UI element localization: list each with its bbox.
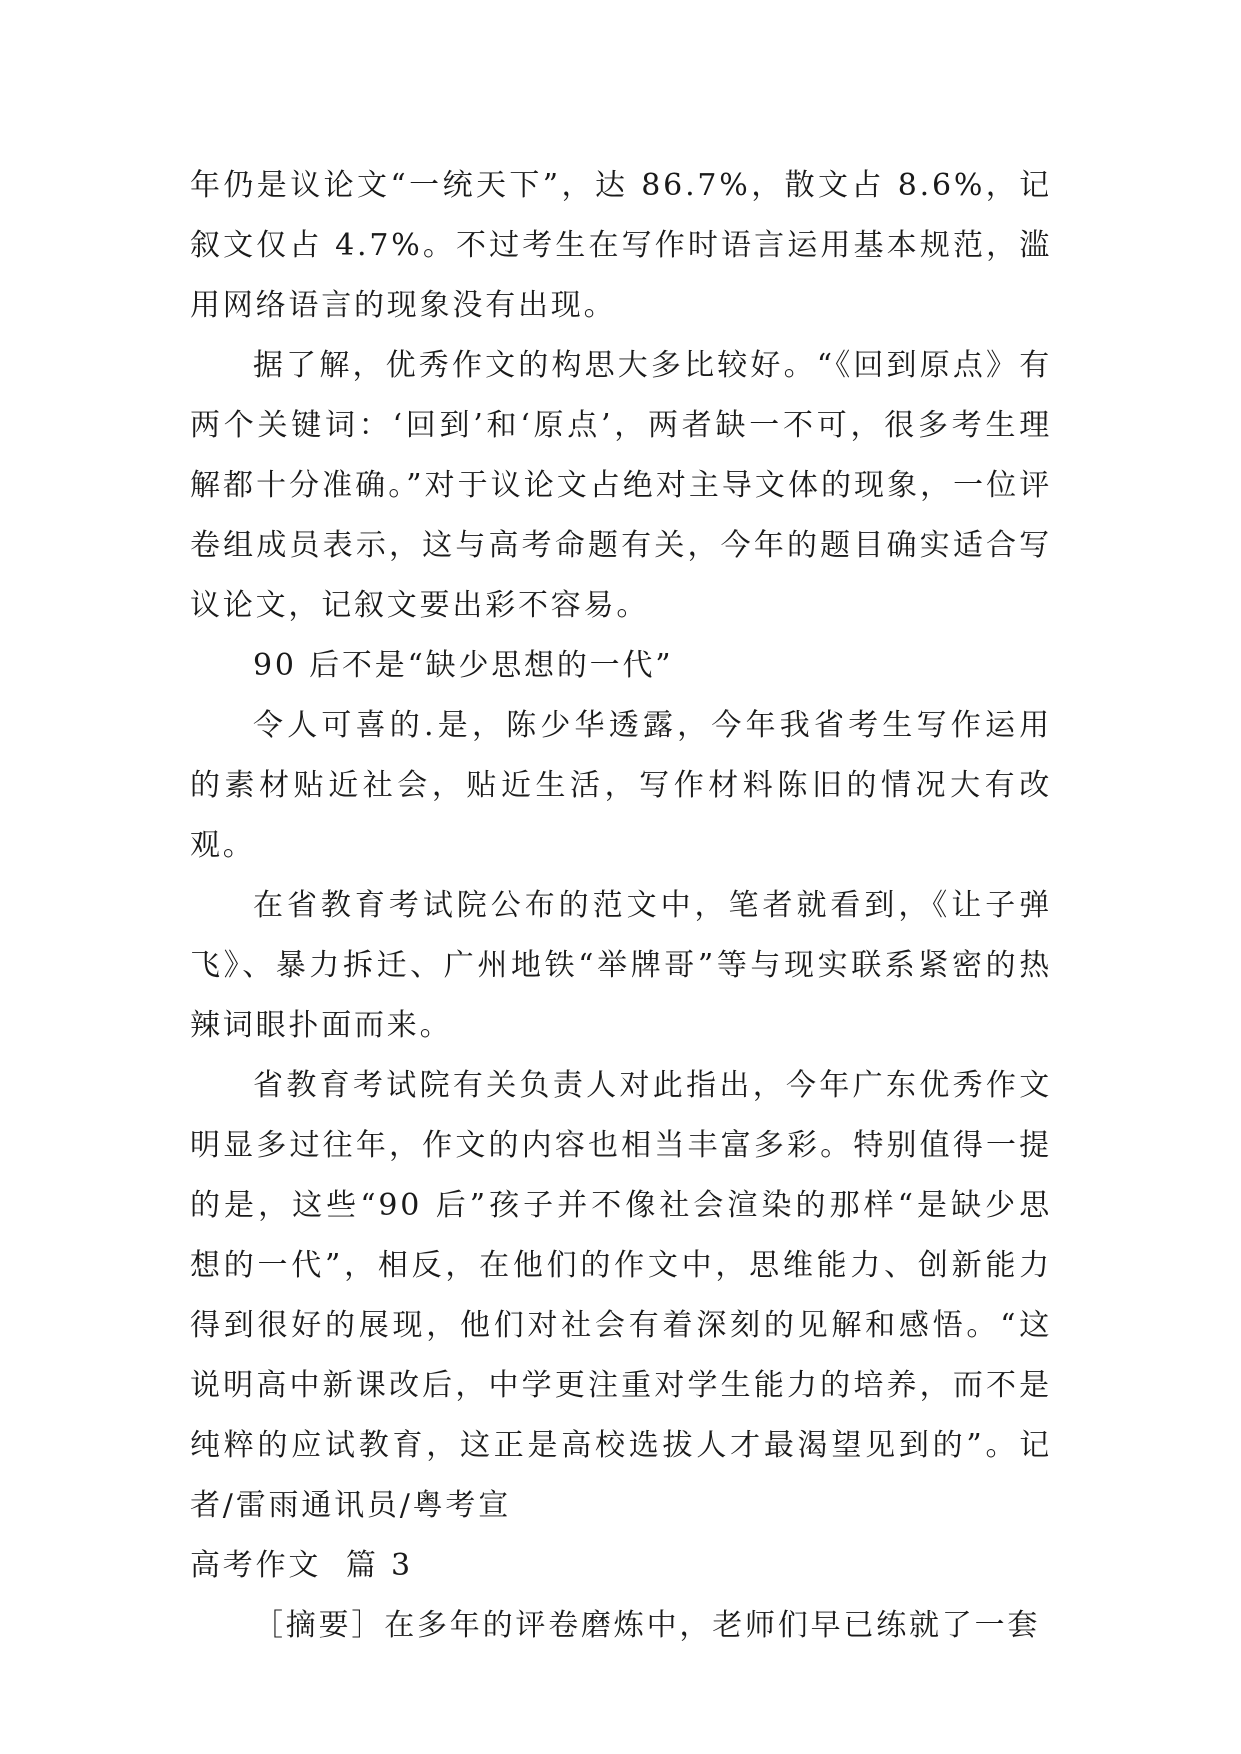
paragraph-official-comment: 省教育考试院有关负责人对此指出，今年广东优秀作文明显多过往年，作文的内容也相当丰富多彩。特别值得一提的是，这些“90 后”孩子并不像社会渲染的那样“是缺少思想的一代”，相反，在他们的作文中，思维能力、创新能力得到很好的展现，他们对社会有着深刻的见解和感悟。“这说明高中新课改后，中学更注重对学生能力的培养，而不是纯粹的应试教育，这正是高校选拔人才最渴望见到的”。记者/雷雨通讯员/粤考宣 <box>190 1068 1052 1523</box>
section-heading-90s: 90 后不是“缺少思想的一代” <box>253 648 674 683</box>
article-title-part3: 高考作文 篇 3 <box>190 1548 413 1583</box>
paragraph-abstract: ［摘要］在多年的评卷磨炼中，老师们早已练就了一套 <box>253 1608 1041 1643</box>
paragraph-sample-essays: 在省教育考试院公布的范文中，笔者就看到，《让子弹飞》、暴力拆迁、广州地铁“举牌哥”等与现实联系紧密的热辣词眼扑面而来。 <box>190 888 1052 1043</box>
document-body <box>190 156 1052 1656</box>
paragraph-intro-stats: 年仍是议论文“一统天下”，达 86.7%，散文占 8.6%，记叙文仅占 4.7%。不过考生在写作时语言运用基本规范，滥用网络语言的现象没有出现。 <box>190 168 1052 323</box>
paragraph-chen-shaohua: 令人可喜的.是，陈少华透露，今年我省考生写作运用的素材贴近社会，贴近生活，写作材料陈旧的情况大有改观。 <box>190 708 1052 863</box>
paragraph-excellent-essays: 据了解，优秀作文的构思大多比较好。“《回到原点》有两个关键词：‘回到’和‘原点’，两者缺一不可，很多考生理解都十分准确。”对于议论文占绝对主导文体的现象，一位评卷组成员表示，这与高考命题有关，今年的题目确实适合写议论文，记叙文要出彩不容易。 <box>190 348 1052 623</box>
